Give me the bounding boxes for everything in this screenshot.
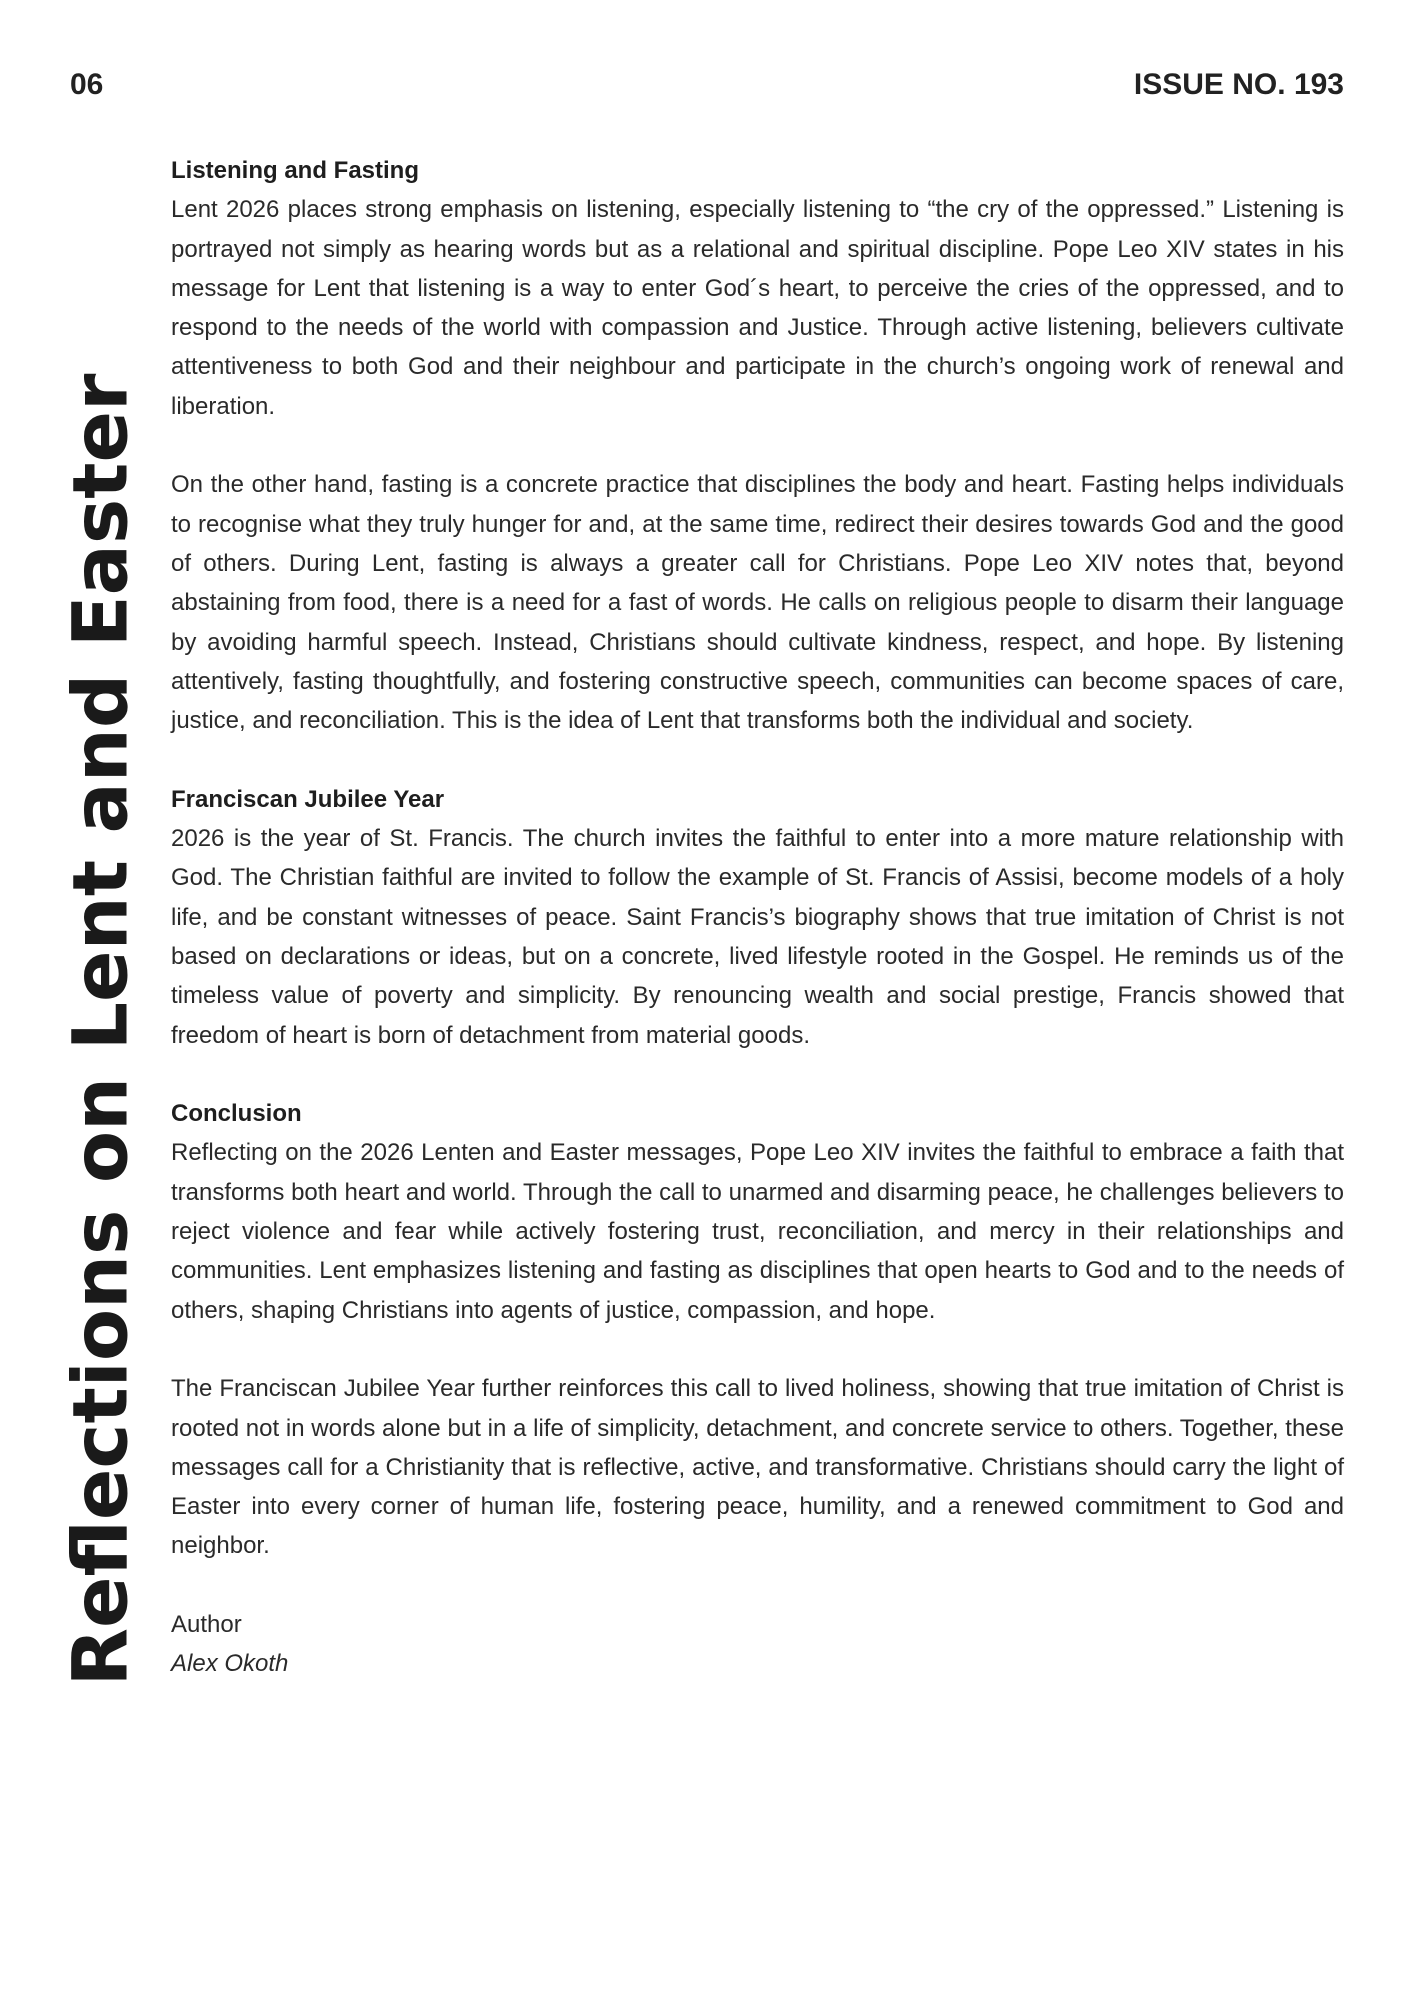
paragraph-spacer: [171, 426, 1344, 465]
article-body: [171, 151, 1344, 1684]
paragraph-franciscan-jubilee: 2026 is the year of St. Francis. The church invites the faithful to enter into a more mature relationship with God. The Christian faithful are invited to follow the example of St. Francis of Assisi, become models of a holy life, and be constant witnesses of peace. Saint Francis’s biography shows that true imitation of Christ is not based on declarations or ideas, but on a concrete, lived lifestyle rooted in the Gospel. He reminds us of the timeless value of poverty and simplicity. By renouncing wealth and social prestige, Francis showed that freedom of heart is born of detachment from material goods.: [171, 825, 1344, 1049]
issue-number: ISSUE NO. 193: [1133, 68, 1344, 101]
section-heading-franciscan-jubilee: Franciscan Jubilee Year: [171, 785, 445, 813]
section-heading-conclusion: Conclusion: [171, 1100, 302, 1128]
section-heading-listening-fasting: Listening and Fasting: [171, 157, 420, 184]
paragraph-listening: Lent 2026 places strong emphasis on listening, especially listening to “the cry of the oppressed.” Listening is portrayed not simply as hearing words but as a relational and spiritual discipline. Pope Leo XIV states in his message for Lent that listening is a way to enter God´s heart, to perceive the cries of the oppressed, and to respond to the needs of the world with compassion and Justice. Through active listening, believers cultivate attentiveness to both God and their neighbour and participate in the church’s ongoing work of renewal and liberation.: [171, 196, 1344, 420]
paragraph-spacer: [171, 1330, 1344, 1369]
paragraph-conclusion-2: The Franciscan Jubilee Year further reinforces this call to lived holiness, showing that true imitation of Christ is rooted not in words alone but in a life of simplicity, detachment, and concrete service to others. Together, these messages call for a Christianity that is reflective, active, and transformative. Christians should carry the light of Easter into every corner of human life, fostering peace, humility, and a renewed commitment to God and neighbor.: [171, 1375, 1344, 1560]
section-spacer: [171, 740, 1344, 779]
section-spacer: [171, 1566, 1344, 1605]
article-title: Reflections on Lent and Easter: [55, 373, 145, 1687]
paragraph-fasting: On the other hand, fasting is a concrete practice that disciplines the body and heart. Fasting helps individuals to recognise what they truly hunger for and, at the same time, redirect their desires towards God and the good of others. During Lent, fasting is always a greater call for Christians. Pope Leo XIV notes that, beyond abstaining from food, there is a need for a fast of words. He calls on religious people to disarm their language by avoiding harmful speech. Instead, Christians should cultivate kindness, respect, and hope. By listening attentively, fasting thoughtfully, and fostering constructive speech, communities can become spaces of care, justice, and reconciliation. This is the idea of Lent that transforms both the individual and society.: [171, 471, 1344, 735]
paragraph-conclusion-1: Reflecting on the 2026 Lenten and Easter messages, Pope Leo XIV invites the faithful to embrace a faith that transforms both heart and world. Through the call to unarmed and disarming peace, he challenges believers to reject violence and fear while actively fostering trust, reconciliation, and mercy in their relationships and communities. Lent emphasizes listening and fasting as disciplines that open hearts to God and to the needs of others, shaping Christians into agents of justice, compassion, and hope.: [171, 1139, 1344, 1324]
author-name: Alex Okoth: [171, 1650, 289, 1678]
page-number: 06: [70, 68, 104, 101]
section-spacer: [171, 1055, 1344, 1094]
author-label: Author: [171, 1610, 242, 1638]
